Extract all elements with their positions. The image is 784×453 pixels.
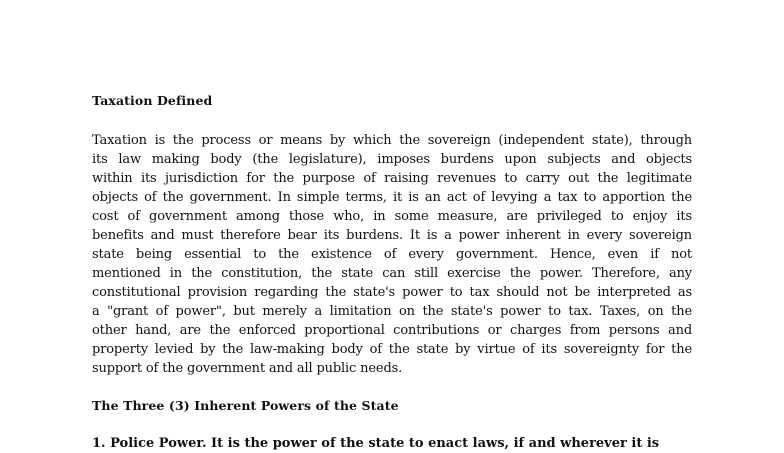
paragraph-line: other hand, are the enforced proportional contributions or charges from persons and xyxy=(92,323,692,338)
paragraph-line: Taxation is the process or means by which the sovereign (independent state), through xyxy=(92,133,692,148)
paragraph-line: its law making body (the legislature), imposes burdens upon subjects and objects xyxy=(92,152,692,167)
paragraph-line: state being essential to the existence of every government. Hence, even if not xyxy=(92,247,692,262)
paragraph-line: property levied by the law-making body of the state by virtue of its sovereignty for the xyxy=(92,342,692,357)
paragraph-line: mentioned in the constitution, the state can still exercise the power. Therefore, any xyxy=(92,266,692,281)
paragraph-line: benefits and must therefore bear its burdens. It is a power inherent in every sovereign xyxy=(92,228,692,243)
police-power-item: 1. Police Power. It is the power of the state to enact laws, if and wherever it is xyxy=(92,436,660,451)
taxation-paragraph xyxy=(92,131,692,378)
paragraph-line: objects of the government. In simple terms, it is an act of levying a tax to apportion the xyxy=(92,190,692,205)
heading-inherent-powers: The Three (3) Inherent Powers of the State xyxy=(92,398,399,413)
heading-taxation-defined: Taxation Defined xyxy=(92,93,213,108)
paragraph-line: a "grant of power", but merely a limitation on the state's power to tax. Taxes, on the xyxy=(92,304,692,319)
paragraph-line: within its jurisdiction for the purpose of raising revenues to carry out the legitimate xyxy=(92,171,692,186)
paragraph-line: cost of government among those who, in some measure, are privileged to enjoy its xyxy=(92,209,692,224)
paragraph-line: support of the government and all public needs. xyxy=(92,361,403,376)
paragraph-line: constitutional provision regarding the state's power to tax should not be interpreted as xyxy=(92,285,692,300)
